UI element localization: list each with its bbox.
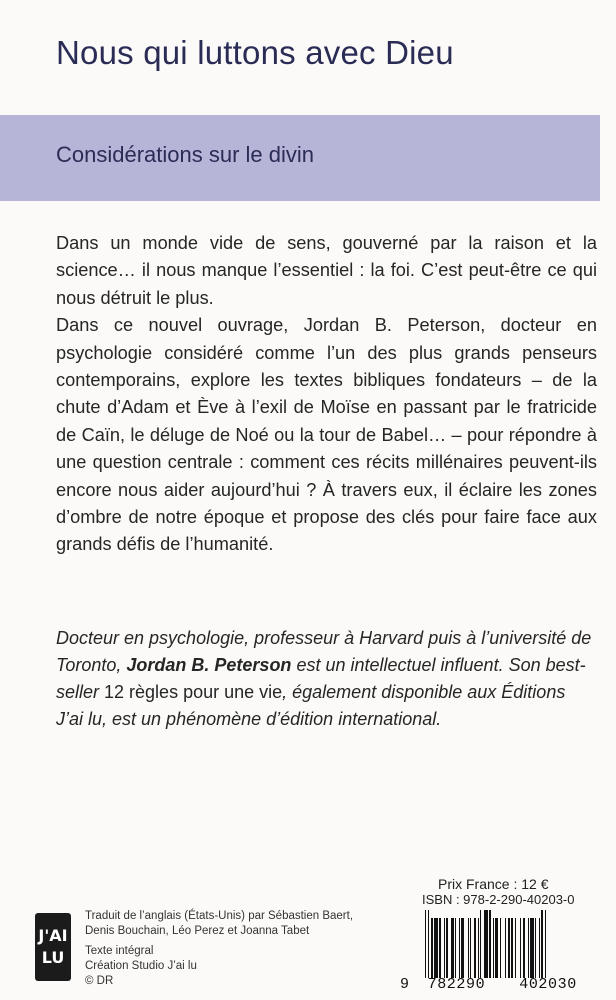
bio-text-2: est un intellectuel influent. Son best-seller bbox=[56, 655, 586, 702]
credits-line: Traduit de l’anglais (États-Unis) par Sébastien Baert, bbox=[85, 910, 354, 922]
publisher-logo bbox=[35, 913, 71, 981]
barcode bbox=[425, 910, 589, 978]
bio-text-1: Docteur en psychologie, professeur à Harvard puis à l’université de Toronto, bbox=[56, 628, 592, 675]
barcode-right-group: 402030 bbox=[519, 976, 577, 993]
author-bio bbox=[56, 625, 597, 733]
book-title: Nous qui luttons avec Dieu bbox=[56, 34, 454, 71]
subtitle-band bbox=[0, 115, 600, 201]
book-reference: 12 règles pour une vie bbox=[104, 682, 283, 702]
barcode-left-group: 782290 bbox=[427, 976, 486, 993]
book-subtitle: Considérations sur le divin bbox=[56, 142, 315, 167]
price-label: Prix France : 12 € bbox=[438, 876, 549, 892]
author-name: Jordan B. Peterson bbox=[126, 655, 292, 675]
blurb-paragraph-2: Dans ce nouvel ouvrage, Jordan B. Peterson, docteur en psychologie considéré comme l’un des plus grands penseurs contemporains, explore les textes bibliques fondateurs – de la chute d’Adam et Ève à l’exil de Moïse en passant par le fratricide de Caïn, le déluge de Noé ou la tour de Babel… – pour répondre à une question centrale : comment ces récits millénaires peuvent-ils encore nous aider aujourd’hui ? À travers eux, il éclaire les zones d’ombre de notre époque et propose des clés pour faire face aux grands défis de l’humanité. bbox=[56, 315, 597, 555]
logo-line-1: J'AI bbox=[38, 926, 68, 945]
credits-line: Texte intégral bbox=[85, 944, 154, 957]
author-bio-text bbox=[56, 625, 597, 733]
credits-line: © DR bbox=[85, 975, 114, 988]
credits-line: Denis Bouchain, Léo Perez et Joanna Tabet bbox=[85, 925, 310, 938]
blurb bbox=[56, 230, 597, 559]
logo-line-2: LU bbox=[41, 948, 65, 967]
blurb-paragraph-1: Dans un monde vide de sens, gouverné par la raison et la science… il nous manque l’essentiel : la foi. C’est peut-être ce qui nous détruit le plus. bbox=[56, 233, 597, 308]
credits bbox=[85, 909, 353, 989]
barcode-first-digit: 9 bbox=[400, 976, 410, 993]
bio-text-3: , également disponible aux Éditions J’ai lu, est un phénomène d’édition international. bbox=[56, 682, 566, 729]
isbn-label: ISBN : 978-2-290-40203-0 bbox=[422, 892, 575, 907]
credits-line: Création Studio J’ai lu bbox=[85, 959, 197, 972]
barcode-space bbox=[546, 918, 547, 978]
barcode-digits bbox=[400, 976, 600, 993]
